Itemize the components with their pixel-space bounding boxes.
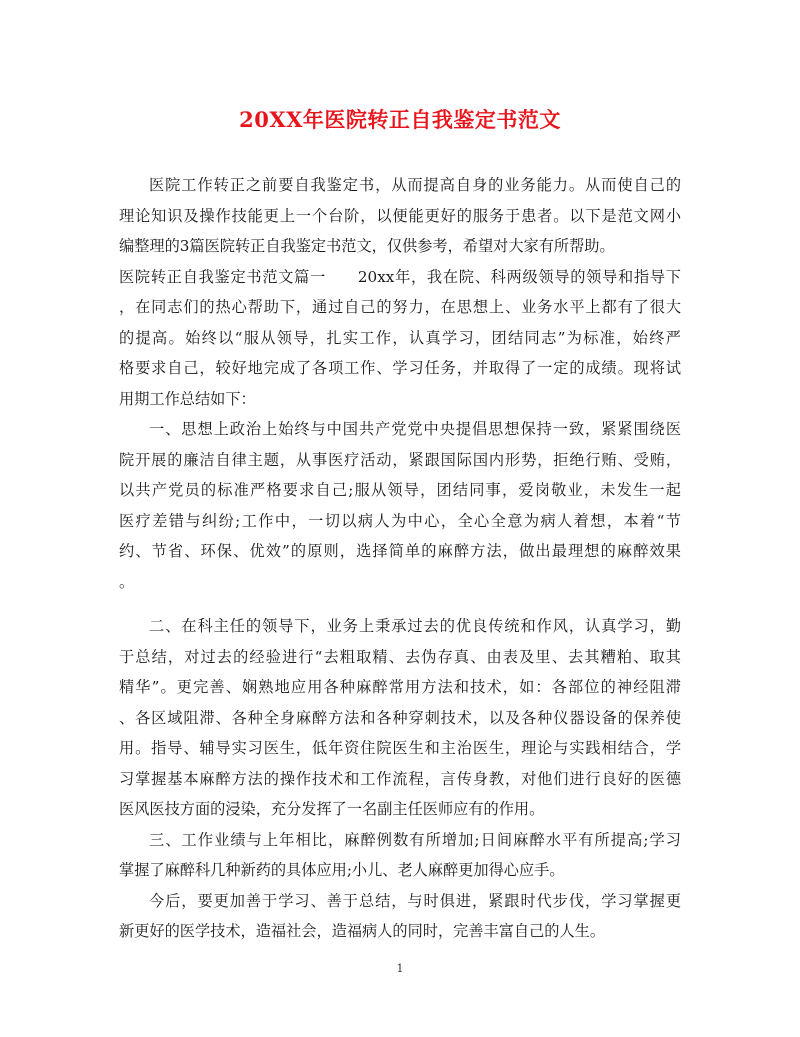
page-number: 1 [396,962,404,975]
text-line: 以共产党员的标准严格要求自己;服从领导，团结同事，爱岗敬业，未发生一起 [119,481,681,499]
text-line: 用期工作总结如下： [119,389,256,408]
text-line: 新更好的医学技术，造福社会，造福病人的同时，完善丰富自己的人生。 [119,922,605,940]
text-line: 习掌握基本麻醉方法的操作技术和工作流程，言传身教，对他们进行良好的医德 [119,769,681,788]
text-line: 、各区域阻滞、各种全身麻醉方法和各种穿刺技术，以及各种仪器设备的保养使 [119,708,681,727]
document-body [119,170,681,947]
text-line: 医疗差错与纠纷;工作中，一切以病人为中心，全心全意为病人着想，本着“节 [119,511,681,530]
text-line: 。 [119,572,135,591]
text-line: 编整理的3篇医院转正自我鉴定书范文，仅供参考，希望对大家有所帮助。 [119,237,615,255]
text-line: 院开展的廉洁自律主题，从事医疗活动，紧跟国际国内形势，拒绝行贿、受贿， [119,450,681,469]
text-line: 医院转正自我鉴定书范文篇一 20xx年，我在院、科两级领导的领导和指导下 [119,267,681,286]
text-line: 约、节省、环保、优效”的原则，选择简单的麻醉方法，做出最理想的麻醉效果 [119,542,681,560]
text-line: ，在同志们的热心帮助下，通过自己的努力，在思想上、业务水平上都有了很大 [119,298,681,316]
text-line: 一、思想上政治上始终与中国共产党党中央提倡思想保持一致，紧紧围绕医 [149,420,681,438]
text-line: 格要求自己，较好地完成了各项工作、学习任务，并取得了一定的成绩。现将试 [119,359,681,377]
text-line: 二、在科主任的领导下，业务上秉承过去的优良传统和作风，认真学习，勤 [149,617,681,635]
text-line: 三、工作业绩与上年相比，麻醉例数有所增加;日间麻醉水平有所提高;学习 [149,830,681,849]
text-line: 精华”。更完善、娴熟地应用各种麻醉常用方法和技术，如：各部位的神经阻滞 [119,678,681,696]
document-title: 20XX年医院转正自我鉴定书范文 [239,107,561,132]
text-line: 医风医技方面的浸染，充分发挥了一名副主任医师应有的作用。 [119,800,545,818]
text-line: 于总结，对过去的经验进行“去粗取精、去伪存真、由表及里、去其糟粕、取其 [119,647,681,666]
text-line: 今后，要更加善于学习、善于总结，与时俱进，紧跟时代步伐，学习掌握更 [149,891,681,910]
text-line: 理论知识及操作技能更上一个台阶，以便能更好的服务于患者。以下是范文网小 [119,206,681,225]
text-line: 的提高。始终以“服从领导，扎实工作，认真学习，团结同志”为标准，始终严 [119,328,681,347]
text-line: 掌握了麻醉科几种新药的具体应用;小儿、老人麻醉更加得心应手。 [119,861,565,879]
text-line: 用。指导、辅导实习医生，低年资住院医生和主治医生，理论与实践相结合，学 [119,739,681,757]
text-line: 医院工作转正之前要自我鉴定书，从而提高自身的业务能力。从而使自己的 [149,176,681,194]
